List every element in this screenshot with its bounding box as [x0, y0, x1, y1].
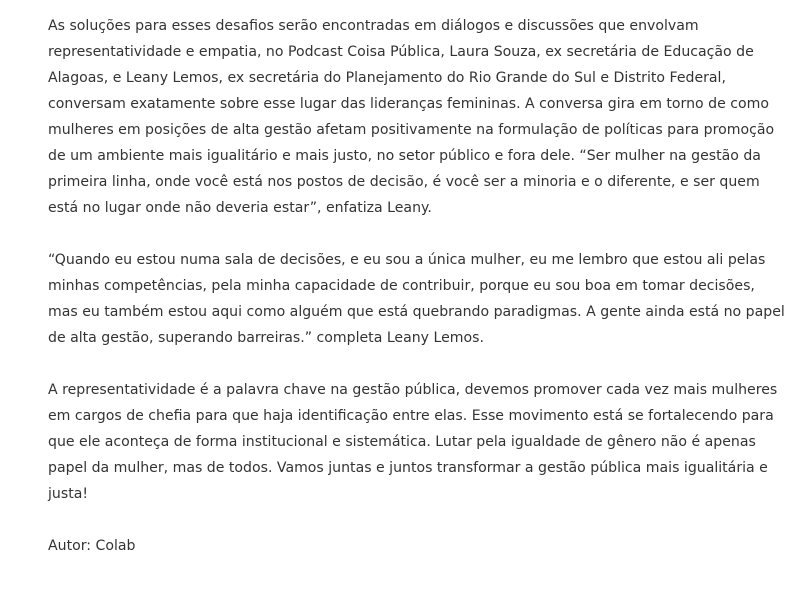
article-paragraph-1: As soluções para esses desafios serão encontradas em diálogos e discussões que envolvam representatividade e empatia, no Podcast Coisa Pública, Laura Souza, ex secretária de Educação de Alagoas, e Leany Lemos, ex secretária do Planejamento do Rio Grande do Sul e Distrito Federal, conversam exatamente sobre esse lugar das lideranças femininas. A conversa gira em torno de como mulheres em posições de alta gestão afetam positivamente na formulação de políticas para promoção de um ambiente mais igualitário e mais justo, no setor público e fora dele. “Ser mulher na gestão da primeira linha, onde você está nos postos de decisão, é você ser a minoria e o diferente, e ser quem está no lugar onde não deveria estar”, enfatiza Leany.	[48, 18, 775, 216]
article-author: Autor: Colab	[48, 538, 136, 554]
article-paragraph-3: A representatividade é a palavra chave na gestão pública, devemos promover cada vez mais mulheres em cargos de chefia para que haja identificação entre elas. Esse movimento está se fortalecendo para que ele aconteça de forma institucional e sistemática. Lutar pela igualdade de gênero não é apenas papel da mulher, mas de todos. Vamos juntas e juntos transformar a gestão pública mais igualitária e justa!	[48, 382, 778, 502]
article-paragraph-2: “Quando eu estou numa sala de decisões, e eu sou a única mulher, eu me lembro que estou ali pelas minhas competências, pela minha capacidade de contribuir, porque eu sou boa em tomar decisões, mas eu também estou aqui como alguém que está quebrando paradigmas. A gente ainda está no papel de alta gestão, superando barreiras.” completa Leany Lemos.	[48, 252, 785, 346]
article-body	[48, 13, 788, 559]
